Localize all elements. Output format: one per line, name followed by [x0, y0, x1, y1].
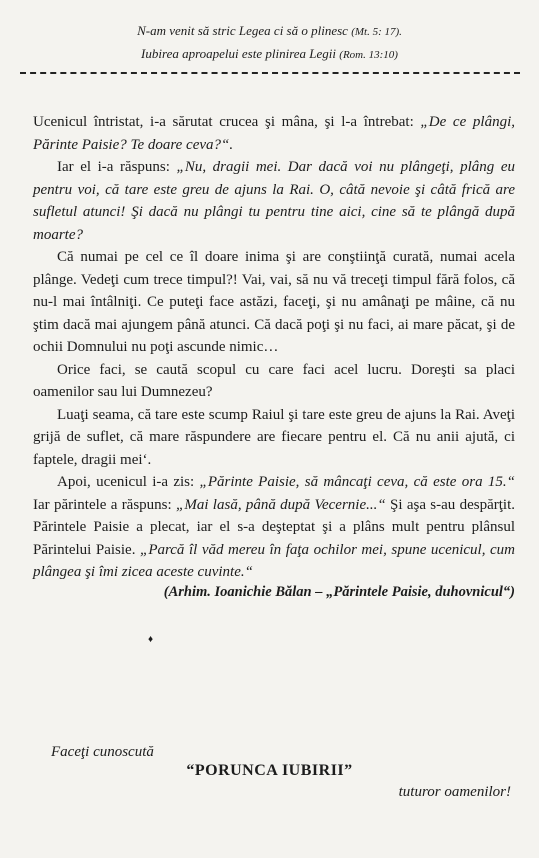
header-quotes — [0, 20, 539, 66]
paragraph-1-quote: „De ce plângi, Părinte Paisie? Te doare ceva?“. — [33, 114, 515, 153]
paragraph-6-quote-a: „Părinte Paisie, să mâncaţi ceva, că este ora 15.“ — [199, 474, 515, 490]
header-quote-2: Iubirea aproapelui este plinirea Legii — [141, 46, 337, 61]
main-text — [33, 111, 515, 584]
paragraph-5: Luaţi seama, că tare este scump Raiul şi tare este greu de ajuns la Rai. Aveţi grijă de suflet, că mare răspundere are fiecare pentru el. Că nu anii ajută, ci faptele, dragii mei‘. — [33, 406, 515, 468]
paragraph-6-quote-b: „Mai lasă, până după Vecernie...“ — [176, 496, 386, 513]
paragraph-4: Orice faci, se caută scopul cu care faci acel lucru. Doreşti sa placi oamenilor sau lui Dumnezeu? — [33, 361, 515, 400]
paragraph-2-text: Iar el i-a răspuns: — [57, 159, 177, 175]
dashed-divider — [20, 72, 520, 74]
paragraph-6 — [33, 471, 515, 584]
footer-title: “PORUNCA IUBIRII” — [186, 762, 353, 779]
header-quote-1: N-am venit să stric Legea ci să o plinesc — [137, 23, 348, 38]
header-line-1 — [0, 20, 539, 43]
header-line-2 — [0, 43, 539, 66]
footer-right-text: tuturor oamenilor! — [398, 784, 511, 800]
paragraph-6-quote-c: „Parcă îl văd mereu în faţa ochilor mei, spune ucenicul, cum plângea şi îmi zicea aceste cuvinte.“ — [33, 541, 515, 580]
paragraph-3: Că numai pe cel ce îl doare inima şi are conştiinţă curată, numai acela plânge. Vedeţi cum trece timpul?! Vai, vai, să nu vă treceţi timpul fără folos, că nu-l mai întâlniţi. Ce puteţi face astăzi, faceţi, şi nu amânaţi pe mâine, că nu ştim dacă mai ajungem până atunci. Că dacă poţi şi nu faci, ai mare păcat, şi de ochii Domnului nu poţi ascunde nimic… — [33, 249, 515, 355]
paragraph-6-text-c: Şi aşa s-au despărţit. Părintele Paisie a plecat, iar el s-a deşteptat şi a plâns mult pentru plânsul Părintelui Paisie. — [33, 496, 515, 558]
header-ref-1: (Mt. 5: 17). — [351, 26, 402, 38]
paragraph-6-text-a: Apoi, ucenicul i-a zis: — [57, 474, 200, 490]
paragraph-1-text: Ucenicul întristat, i-a sărutat crucea şi mâna, şi l-a întrebat: — [33, 114, 421, 130]
source-citation: (Arhim. Ioanichie Bălan – „Părintele Paisie, duhovnicul“) — [163, 584, 515, 600]
paragraph-6-text-b: Iar părintele a răspuns: — [33, 496, 176, 513]
ornament-mark: ♦ — [148, 634, 154, 645]
paragraph-2 — [33, 156, 515, 246]
paragraph-1 — [33, 111, 515, 156]
header-ref-2: (Rom. 13:10) — [339, 49, 398, 61]
paragraph-2-quote: „Nu, dragii mei. Dar dacă voi nu plângeţi, plâng eu pentru voi, că tare este greu de ajuns la Rai. O, câtă nevoie şi câtă frică are sufletul atunci! Şi dacă nu plângi tu pentru tine aici, cine să te plângă după moarte? — [33, 159, 515, 243]
footer-left-text: Faceţi cunoscută — [51, 744, 154, 760]
